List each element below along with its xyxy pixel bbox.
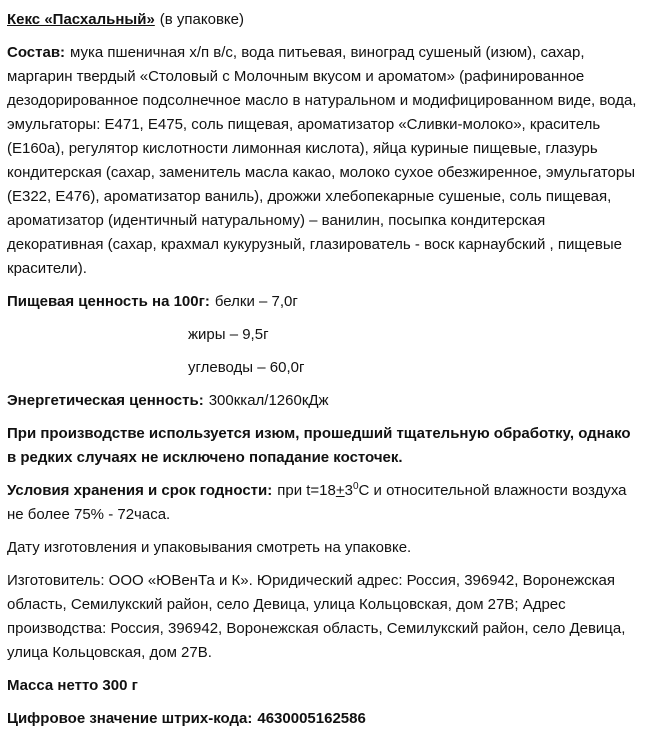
date-note-paragraph (7, 536, 641, 560)
raisin-warning-paragraph (7, 422, 641, 470)
energy-value: 300ккал/1260кДж (208, 392, 329, 409)
nutrition-fats-line (188, 323, 641, 347)
storage-label: Условия хранения и срок годности: (7, 482, 273, 499)
storage-tolerance: 3 (344, 482, 353, 499)
date-note-text: Дату изготовления и упаковывания смотреть на упаковке. (7, 539, 412, 556)
storage-temp-suffix: С и относительной влажности воздуха не более 75% - 72часа. (7, 482, 627, 523)
storage-conditions-paragraph (7, 479, 641, 527)
net-weight-line (7, 674, 641, 698)
nutrition-carbs-value: углеводы – 60,0г (188, 359, 305, 376)
nutrition-carbs-line (188, 356, 641, 380)
composition-text: мука пшеничная х/п в/с, вода питьевая, виноград сушеный (изюм), сахар, маргарин твердый «Столовый с Молочным вкусом и ароматом» (рафинированное дезодорированное подсолнечное масло в натуральном и модифицированном виде, вода, эмульгаторы: Е471, Е475, соль пищевая, ароматизатор «Сливки-молоко», краситель (Е160а), регулятор кислотности лимонная кислота), яйца куриные пищевые, глазурь кондитерская (сахар, заменитель масла какао, молоко сухое обезжиренное, эмульгаторы (Е322, Е476), ароматизатор ваниль), дрожжи хлебопекарные сушеные, соль пищевая, ароматизатор (идентичный натуральному) – ванилин, посыпка кондитерская декоративная (сахар, крахмал кукурузный, глазирователь - воск карнаубский , пищевые красители). (7, 44, 637, 277)
storage-degree-superscript: 0 (352, 481, 359, 492)
manufacturer-text: Изготовитель: ООО «ЮВенТа и К». Юридический адрес: Россия, 396942, Воронежская область, Семилукский район, село Девица, улица Кольцовская, дом 27В; Адрес производства: Россия, 396942, Воронежская область, Семилукский район, село Девица, улица Кольцовская, дом 27В. (7, 572, 626, 661)
nutrition-proteins-value: белки – 7,0г (214, 293, 298, 310)
energy-line (7, 389, 641, 413)
nutrition-proteins-line (7, 290, 641, 314)
product-title-suffix: (в упаковке) (159, 11, 245, 28)
barcode-value: 4630005162586 (257, 710, 366, 727)
barcode-label: Цифровое значение штрих-кода: (7, 710, 253, 727)
storage-plus-sign: + (335, 482, 345, 499)
net-weight-text: Масса нетто 300 г (7, 677, 138, 694)
product-title (7, 8, 641, 32)
energy-label: Энергетическая ценность: (7, 392, 204, 409)
nutrition-fats-value: жиры – 9,5г (188, 326, 269, 343)
product-name: Кекс «Пасхальный» (7, 11, 155, 28)
raisin-warning-text: При производстве используется изюм, прошедший тщательную обработку, однако в редких случаях не исключено попадание косточек. (7, 425, 631, 466)
manufacturer-paragraph (7, 569, 641, 665)
composition-paragraph (7, 41, 641, 281)
composition-label: Состав: (7, 44, 66, 61)
barcode-line (7, 707, 641, 731)
nutrition-label: Пищевая ценность на 100г: (7, 293, 210, 310)
storage-temp-prefix: при t=18 (277, 482, 336, 499)
